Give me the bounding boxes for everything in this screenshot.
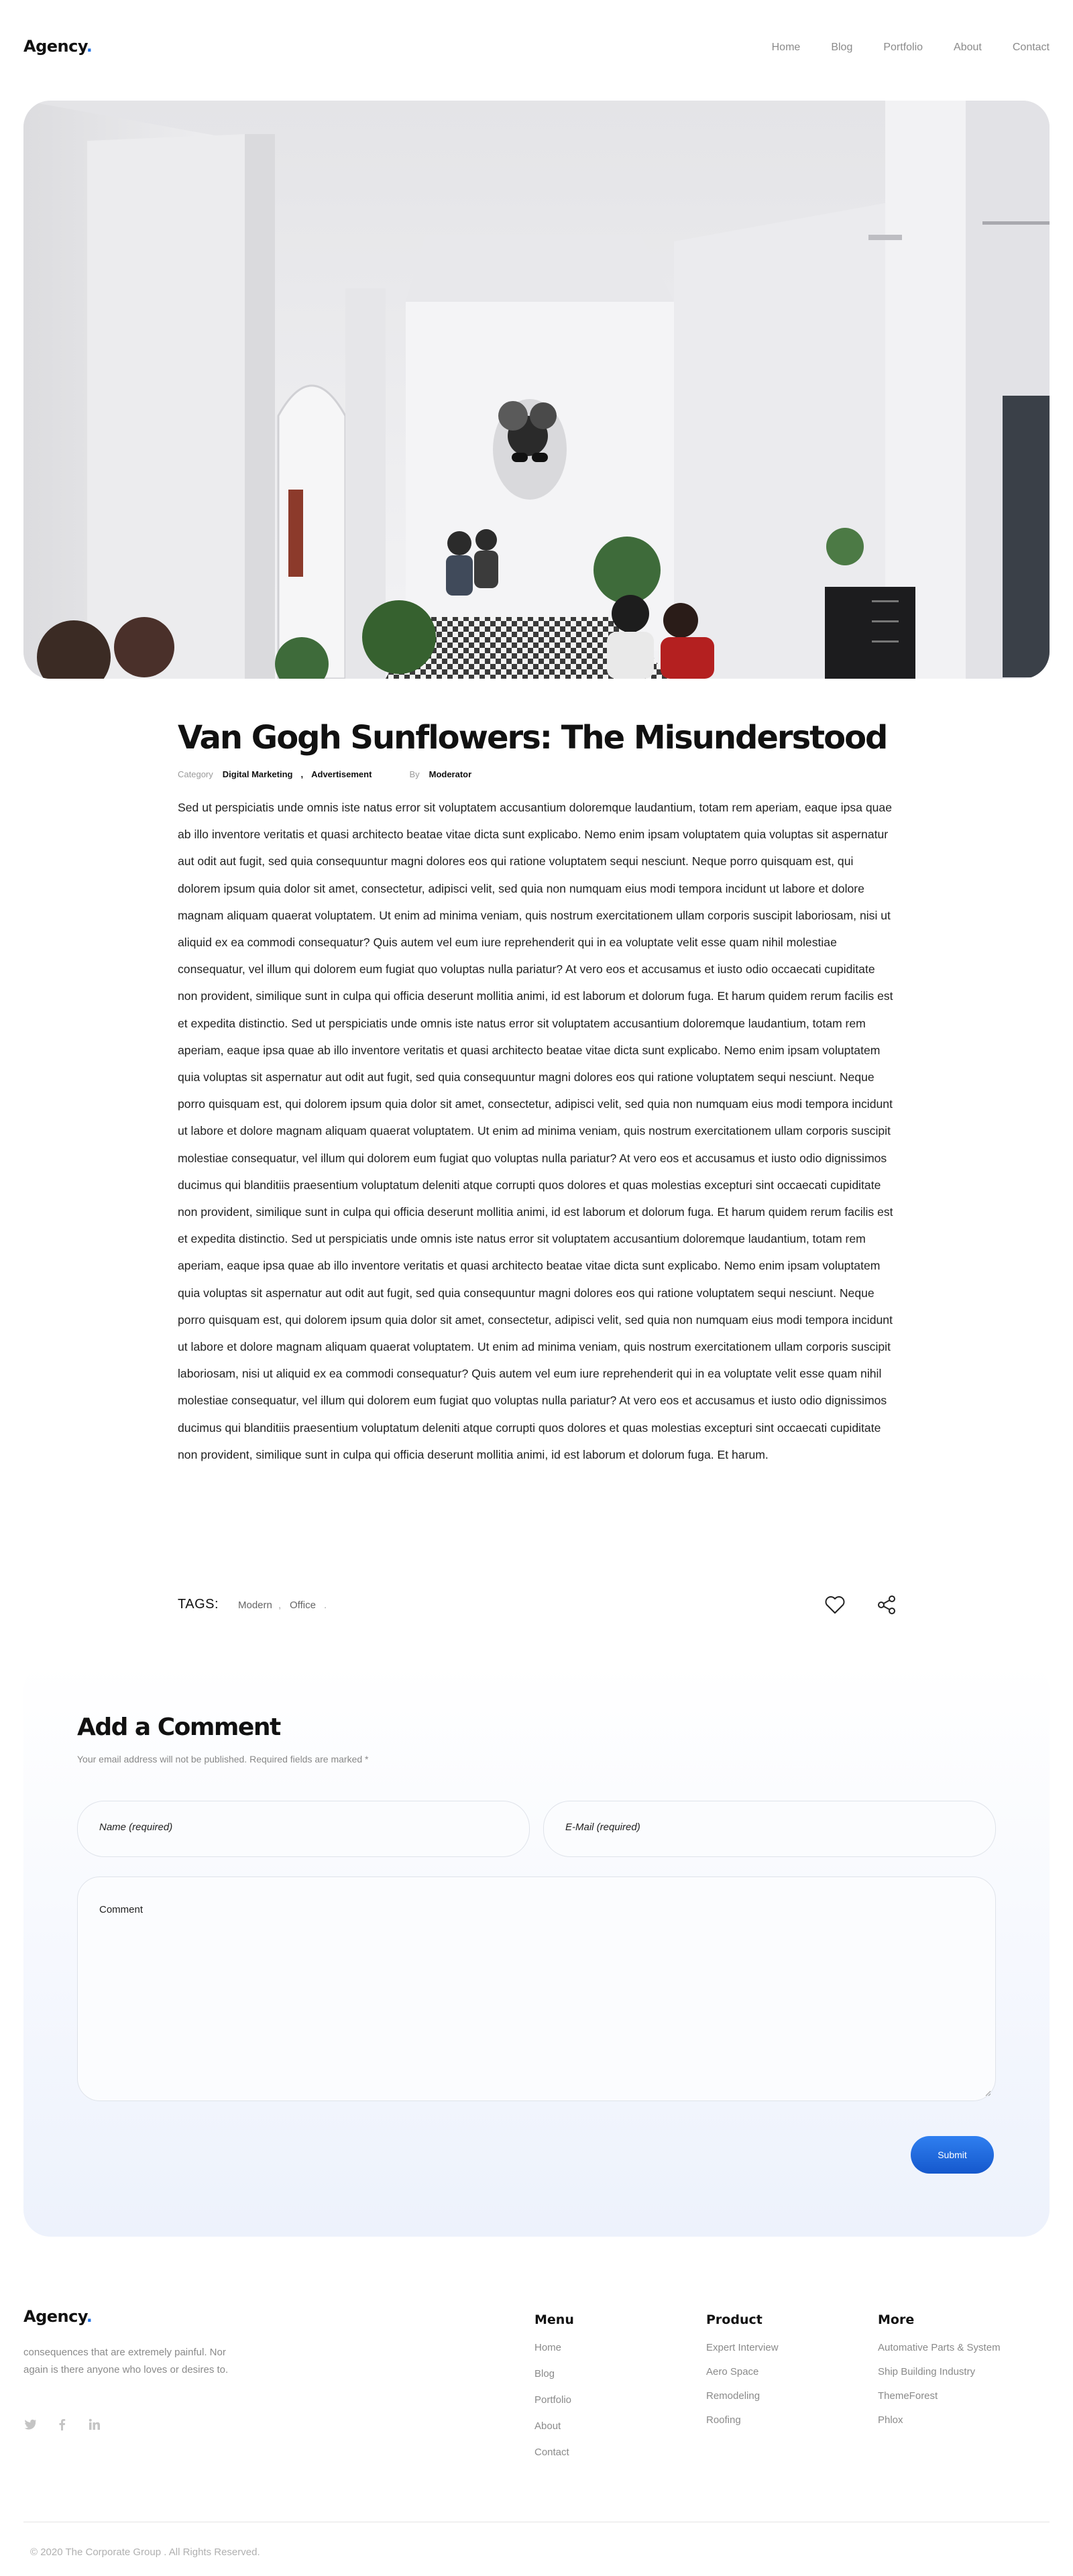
submit-button[interactable]: Submit [911,2136,994,2174]
comment-textarea[interactable] [77,1877,996,2101]
comment-section [23,1663,1050,2237]
comment-title: Add a Comment [77,1714,280,1741]
blog-post [178,714,895,1468]
logo-text: Agency [23,37,87,56]
footer-link-ship-building[interactable]: Ship Building Industry [878,2366,976,2377]
post-meta [178,769,895,779]
footer-link-themeforest[interactable]: ThemeForest [878,2390,938,2402]
category-link-advertisement[interactable]: Advertisement [311,769,372,779]
category-separator: , [300,769,304,779]
site-logo[interactable] [23,37,92,56]
footer-logo-dot: . [86,2307,93,2326]
footer-link-remodeling[interactable]: Remodeling [706,2390,760,2402]
footer-heading-more: More [878,2312,915,2327]
footer-link-about[interactable]: About [534,2420,561,2432]
tag-separator: , [278,1600,282,1611]
tag-office[interactable]: Office [290,1600,316,1611]
nav-home[interactable]: Home [771,42,801,53]
comment-note: Your email address will not be published. Required fields are marked * [77,1754,369,1765]
like-button[interactable] [822,1591,848,1618]
footer-link-home[interactable]: Home [534,2342,562,2353]
name-field[interactable] [77,1801,530,1857]
nav-about[interactable]: About [954,42,982,53]
footer-link-expert-interview[interactable]: Expert Interview [706,2342,779,2353]
post-title: Van Gogh Sunflowers: The Misunderstood [178,719,887,757]
twitter-icon[interactable] [23,2418,37,2431]
author-label: By [409,769,420,779]
footer-logo-text: Agency [23,2307,87,2326]
main-nav [772,42,1050,54]
tag-separator: . [324,1600,327,1611]
footer-heading-menu: Menu [534,2312,574,2327]
nav-contact[interactable]: Contact [1012,42,1050,53]
name-placeholder: Name (required) [99,1822,173,1833]
comment-placeholder: Comment [99,1904,144,1915]
post-footer [178,1591,895,1618]
footer-heading-product: Product [706,2312,763,2327]
hero-image [23,101,1050,679]
footer-description: consequences that are extremely painful. Nor again is there anyone who loves or desires to. [23,2347,229,2375]
copyright-text: © 2020 The Corporate Group . All Rights Reserved. [30,2546,260,2558]
footer-link-aero-space[interactable]: Aero Space [706,2366,759,2377]
footer-col-menu [534,2312,574,2458]
footer-col-product [706,2312,779,2426]
footer-link-automative-parts[interactable]: Automative Parts & System [878,2342,1001,2353]
share-button[interactable] [873,1591,900,1618]
footer-link-roofing[interactable]: Roofing [706,2414,741,2426]
linkedin-icon[interactable] [88,2418,101,2431]
footer-link-phlox[interactable]: Phlox [878,2414,903,2426]
category-label: Category [178,769,213,779]
footer-logo[interactable] [23,2307,92,2326]
email-placeholder: E-Mail (required) [565,1822,640,1833]
author-link[interactable]: Moderator [429,769,472,779]
heart-icon [825,1595,845,1614]
tag-modern[interactable]: Modern [238,1600,272,1611]
category-link-digital-marketing[interactable]: Digital Marketing [222,769,293,779]
hero-photo-office-interior [23,101,1050,679]
share-icon [877,1595,897,1615]
footer-link-contact[interactable]: Contact [534,2447,569,2458]
post-body: Sed ut perspiciatis unde omnis iste natus error sit voluptatem accusantium doloremque laudantium, totam rem aperiam, eaque ipsa quae ab illo inventore veritatis et quasi architecto beatae vitae dicta sunt explicabo. Nemo enim ipsam voluptatem quia voluptas sit aspernatur aut odit aut fugit, sed quia consequuntur magni dolores eos qui ratione voluptatem sequi nesciunt. Neque porro quisquam est, qui dolorem ipsum quia dolor sit amet, consectetur, adipisci velit, sed quia non numquam eius modi tempora incidunt ut labore et dolore magnam aliquam quaerat voluptatem. Ut enim ad minima veniam, quis nostrum exercitationem ullam corporis suscipit laboriosam, nisi ut aliquid ex ea commodi consequatur? Quis autem vel eum iure reprehenderit qui in ea voluptate velit esse quam nihil molestiae consequatur, vel illum qui dolorem eum fugiat quo voluptas nulla pariatur? At vero eos et accusamus et iusto odio occaecati cupiditate non provident, similique sunt in culpa qui officia deserunt mollitia animi, id est laborum et dolorum fuga. Et harum quidem rerum facilis est et expedita distinctio. Sed ut perspiciatis unde omnis iste natus error sit voluptatem accusantium doloremque laudantium, totam rem aperiam, eaque ipsa quae ab illo inventore veritatis et quasi architecto beatae vitae dicta sunt explicabo. Nemo enim ipsam voluptatem quia voluptas sit aspernatur aut odit aut fugit, sed quia consequuntur magni dolores eos qui ratione voluptatem sequi nesciunt. Neque porro quisquam est, qui dolorem ipsum quia dolor sit amet, consectetur, adipisci velit, sed quia non numquam eius modi tempora incidunt ut labore et dolore magnam aliquam quaerat voluptatem. Ut enim ad minima veniam, quis nostrum exercitationem ullam corporis suscipit molestiae consequatur, vel illum qui dolorem eum fugiat quo voluptas nulla pariatur? At vero eos et accusamus et iusto odio dignissimos ducimus qui blanditiis praesentium voluptatum deleniti atque corrupti quos dolores et quas molestias excepturi sint occaecati cupiditate non provident, similique sunt in culpa qui officia deserunt mollitia animi, id est laborum et dolorum fuga. Et harum quidem rerum facilis est et expedita distinctio. Sed ut perspiciatis unde omnis iste natus error sit voluptatem accusantium doloremque laudantium, totam rem aperiam, eaque ipsa quae ab illo inventore veritatis et quasi architecto beatae vitae dicta sunt explicabo. Nemo enim ipsam voluptatem quia voluptas sit aspernatur aut odit aut fugit, sed quia consequuntur magni dolores eos qui ratione voluptatem sequi nesciunt. Neque porro quisquam est, qui dolorem ipsum quia dolor sit amet, consectetur, adipisci velit, sed quia non numquam eius modi tempora incidunt ut labore et dolore magnam aliquam quaerat voluptatem. Ut enim ad minima veniam, quis nostrum exercitationem ullam corporis suscipit laboriosam, nisi ut aliquid ex ea commodi consequatur? Quis autem vel eum iure reprehenderit qui in ea voluptate velit esse quam nihil molestiae consequatur, vel illum qui dolorem eum fugiat quo voluptas nulla pariatur? At vero eos et accusamus et iusto odio dignissimos ducimus qui blanditiis praesentium voluptatum deleniti atque corrupti quos dolores et quas molestias excepturi sint occaecati cupiditate non provident, similique sunt in culpa qui officia deserunt mollitia animi, id est laborum et dolorum fuga. Et harum. [178,801,893,1461]
footer-col-more [878,2312,1001,2426]
site-header [0,0,1073,94]
nav-blog[interactable]: Blog [831,42,853,53]
logo-dot: . [86,37,93,56]
email-field[interactable] [543,1801,996,1857]
facebook-icon[interactable] [56,2418,69,2431]
social-links [23,2418,101,2431]
nav-portfolio[interactable]: Portfolio [883,42,923,53]
footer-link-blog[interactable]: Blog [534,2368,555,2379]
tags-label: TAGS: [178,1597,219,1612]
footer-link-portfolio[interactable]: Portfolio [534,2394,572,2406]
resize-handle-icon[interactable] [984,2090,991,2096]
